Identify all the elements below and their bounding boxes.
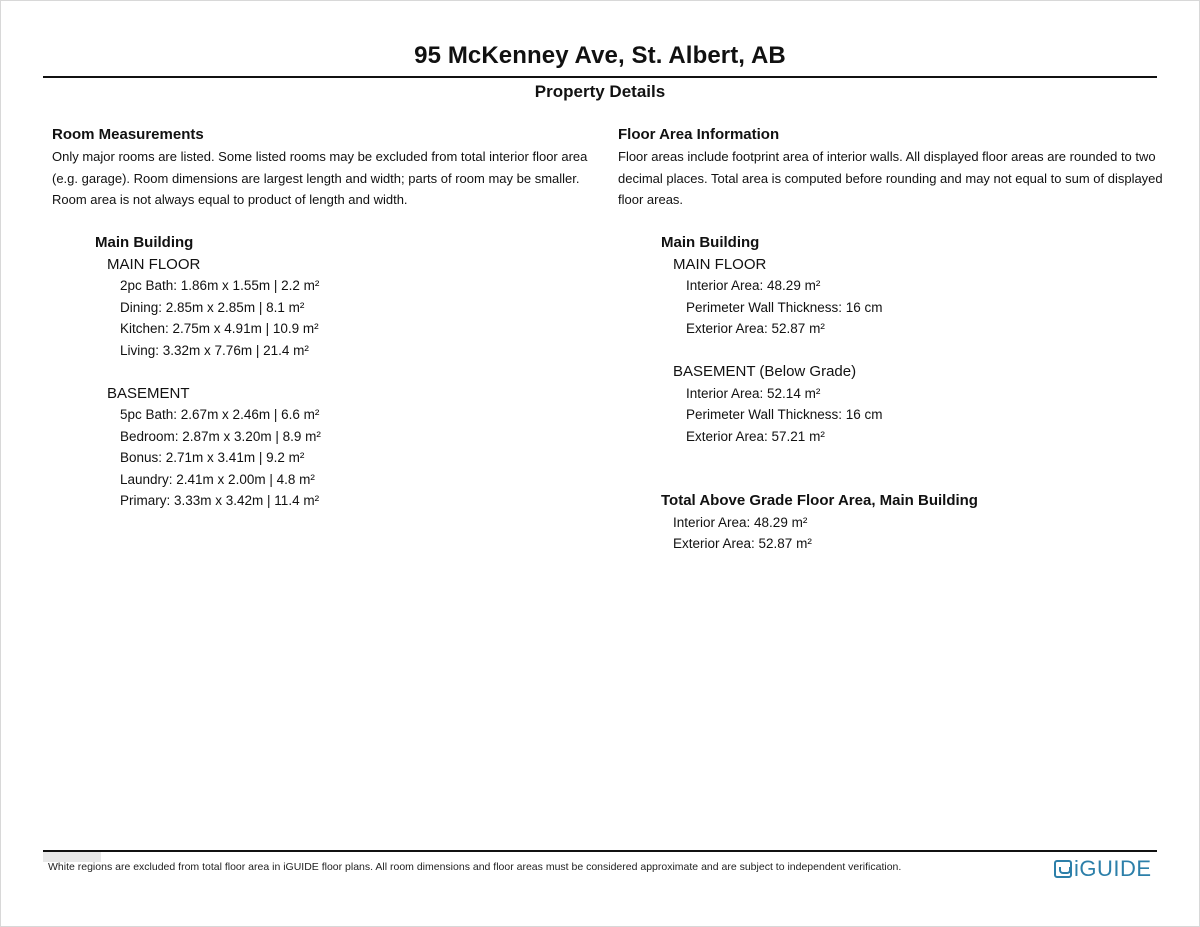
floor-heading-main: MAIN FLOOR <box>673 255 767 273</box>
floor-heading-basement: BASEMENT <box>107 384 190 402</box>
room-measurements-heading: Room Measurements <box>52 126 204 143</box>
area-item: Interior Area: 48.29 m² <box>686 278 821 293</box>
floor-heading-main: MAIN FLOOR <box>107 255 201 273</box>
room-measurements-section <box>52 126 592 211</box>
building-heading: Main Building <box>661 234 760 251</box>
area-item: Exterior Area: 52.87 m² <box>686 321 825 336</box>
spacer <box>661 340 1161 362</box>
room-item: 2pc Bath: 1.86m x 1.55m | 2.2 m² <box>120 278 320 293</box>
total-area-item: Exterior Area: 52.87 m² <box>673 536 812 551</box>
area-item: Perimeter Wall Thickness: 16 cm <box>686 407 883 422</box>
room-item: 5pc Bath: 2.67m x 2.46m | 6.6 m² <box>120 407 320 422</box>
footer-disclaimer: White regions are excluded from total floor area in iGUIDE floor plans. All room dimensions and floor areas must be considered approximate and are subject to independent verification. <box>48 861 902 873</box>
floor-area-heading: Floor Area Information <box>618 126 780 143</box>
room-item: Bedroom: 2.87m x 3.20m | 8.9 m² <box>120 428 321 444</box>
floor-area-description: Floor areas include footprint area of interior walls. All displayed floor areas are rounded to two decimal places. Total area is computed before rounding and may not equal to sum of displayed floor areas. <box>618 149 1163 207</box>
room-item: Dining: 2.85m x 2.85m | 8.1 m² <box>120 299 305 315</box>
room-measurements-description: Only major rooms are listed. Some listed rooms may be excluded from total interior floor area (e.g. garage). Room dimensions are largest length and width; parts of room may be smaller. Room area is not always equal to product of length and width. <box>52 149 588 207</box>
iguide-logo-icon <box>1054 860 1072 878</box>
title-divider <box>43 76 1157 78</box>
floor-area-list <box>661 232 1161 555</box>
page-subtitle: Property Details <box>534 82 666 101</box>
footer-divider <box>43 850 1157 852</box>
iguide-logo-text: iGUIDE <box>1074 856 1152 881</box>
total-area-item: Interior Area: 48.29 m² <box>673 514 808 530</box>
room-item: Living: 3.32m x 7.76m | 21.4 m² <box>120 342 309 358</box>
iguide-logo <box>1054 856 1152 882</box>
room-item: Laundry: 2.41m x 2.00m | 4.8 m² <box>120 471 315 487</box>
room-item: Primary: 3.33m x 3.42m | 11.4 m² <box>120 493 320 508</box>
room-item: Kitchen: 2.75m x 4.91m | 10.9 m² <box>120 321 319 336</box>
total-area-heading: Total Above Grade Floor Area, Main Building <box>661 492 978 509</box>
area-item: Exterior Area: 57.21 m² <box>686 428 825 444</box>
spacer <box>95 361 575 383</box>
spacer <box>661 447 1161 490</box>
room-list <box>95 232 575 512</box>
area-item: Perimeter Wall Thickness: 16 cm <box>686 299 883 315</box>
area-item: Interior Area: 52.14 m² <box>686 385 821 401</box>
room-item: Bonus: 2.71m x 3.41m | 9.2 m² <box>120 450 305 465</box>
building-heading: Main Building <box>95 234 194 251</box>
floor-heading-basement: BASEMENT (Below Grade) <box>673 363 857 380</box>
floor-area-section <box>618 126 1168 211</box>
page-title: 95 McKenney Ave, St. Albert, AB <box>414 42 786 69</box>
